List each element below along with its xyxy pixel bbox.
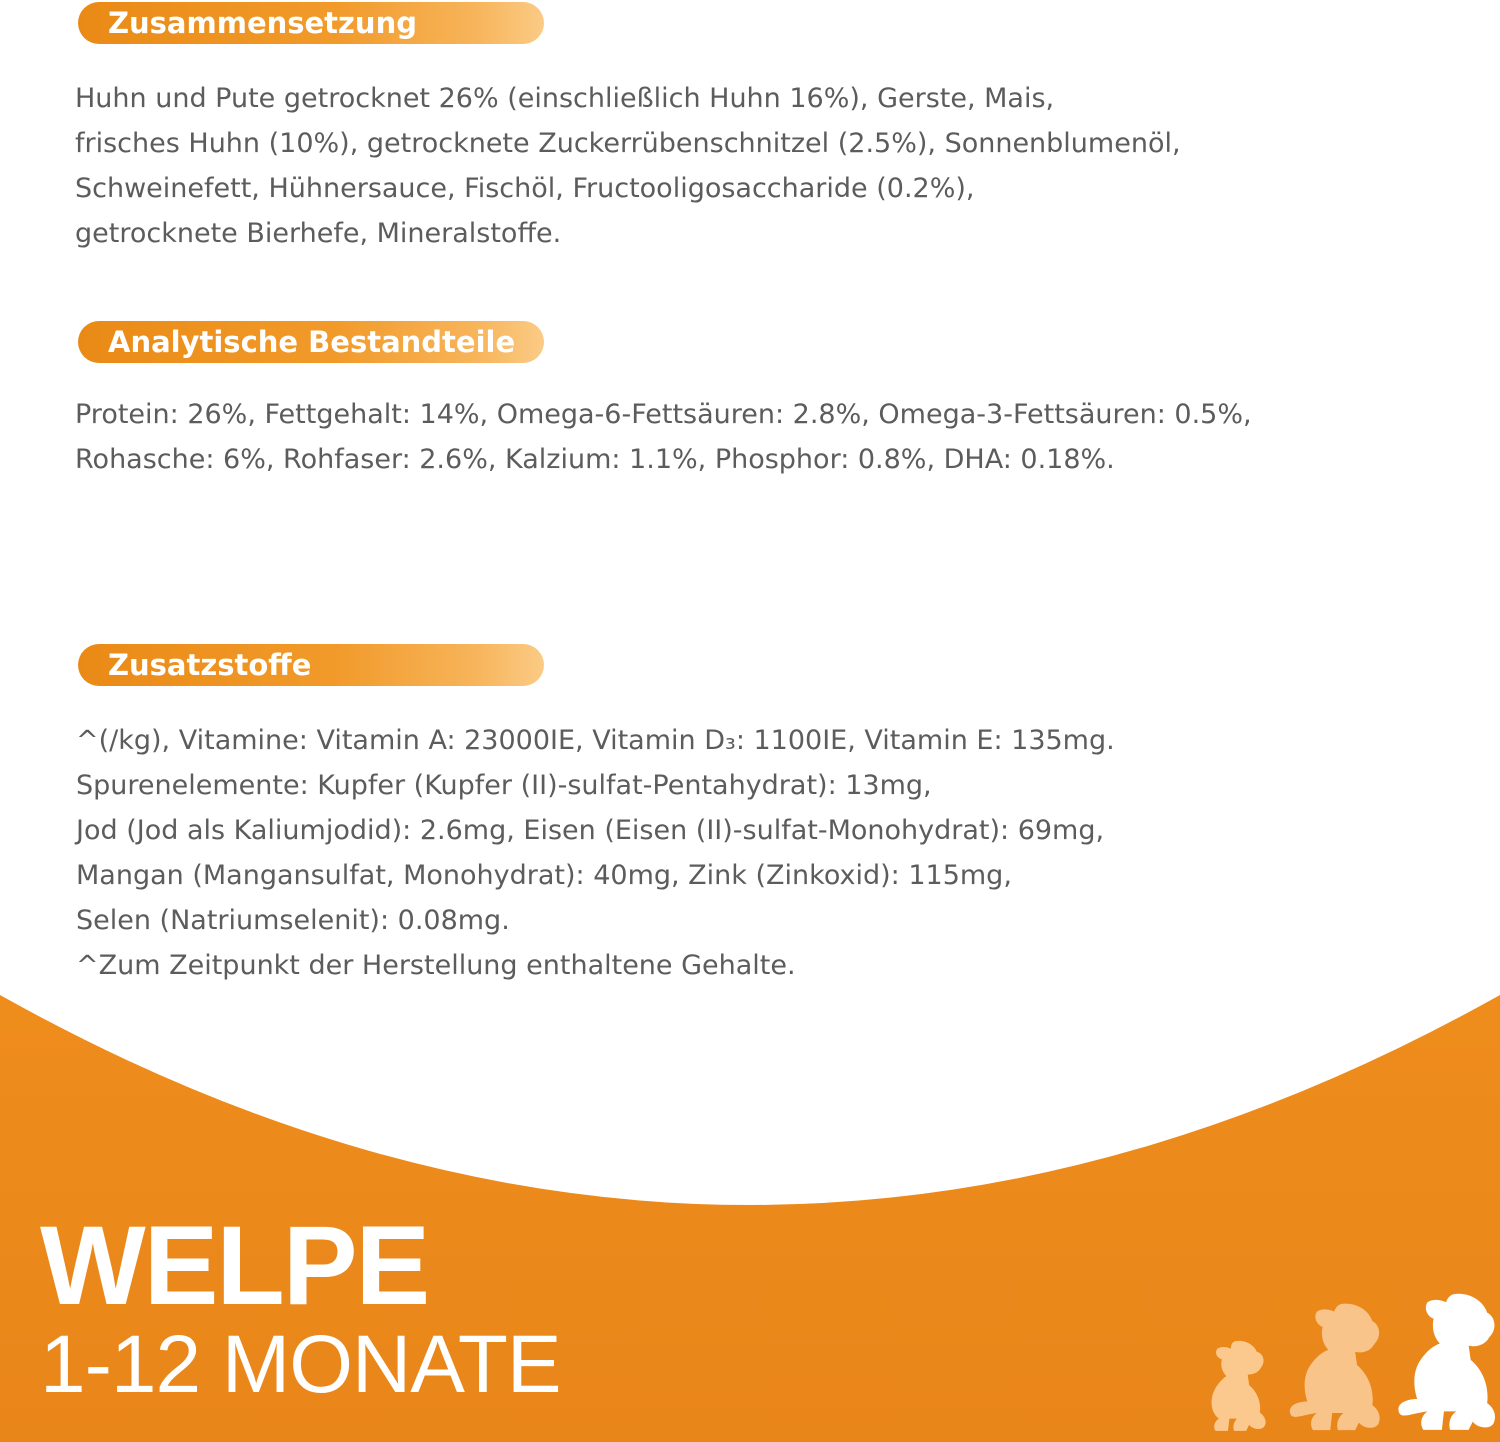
additives-text bbox=[76, 718, 1115, 988]
composition-text bbox=[75, 76, 1181, 256]
analytical-line: Rohasche: 6%, Rohfaser: 2.6%, Kalzium: 1.1%, Phosphor: 0.8%, DHA: 0.18%. bbox=[75, 444, 1115, 475]
analytical-constituents-text bbox=[75, 392, 1252, 482]
additives-line: ^Zum Zeitpunkt der Herstellung enthaltene Gehalte. bbox=[76, 950, 796, 981]
composition-line: Huhn und Pute getrocknet 26% (einschließlich Huhn 16%), Gerste, Mais, bbox=[75, 83, 1055, 114]
additives-line: ^(/kg), Vitamine: Vitamin A: 23000IE, Vitamin D₃: 1100IE, Vitamin E: 135mg. bbox=[76, 725, 1115, 756]
age-group-title: WELPE bbox=[40, 1203, 429, 1328]
additives-line: Spurenelemente: Kupfer (Kupfer (II)-sulfat-Pentahydrat): 13mg, bbox=[76, 770, 932, 801]
section-heading-zusatzstoffe: Zusatzstoffe bbox=[78, 644, 544, 686]
additives-line: Jod (Jod als Kaliumjodid): 2.6mg, Eisen (Eisen (II)-sulfat-Monohydrat): 69mg, bbox=[76, 815, 1105, 846]
large-puppy-icon bbox=[1394, 1292, 1498, 1434]
composition-line: getrocknete Bierhefe, Mineralstoffe. bbox=[75, 218, 562, 249]
additives-line: Selen (Natriumselenit): 0.08mg. bbox=[76, 905, 510, 936]
composition-line: Schweinefett, Hühnersauce, Fischöl, Fructooligosaccharide (0.2%), bbox=[75, 173, 975, 204]
small-puppy-icon bbox=[1196, 1338, 1272, 1434]
composition-line: frisches Huhn (10%), getrocknete Zuckerrübenschnitzel (2.5%), Sonnenblumenöl, bbox=[75, 128, 1181, 159]
analytical-line: Protein: 26%, Fettgehalt: 14%, Omega-6-Fettsäuren: 2.8%, Omega-3-Fettsäuren: 0.5%, bbox=[75, 399, 1252, 430]
section-heading-zusammensetzung: Zusammensetzung bbox=[78, 2, 544, 44]
section-heading-analytische-bestandteile: Analytische Bestandteile bbox=[78, 321, 544, 363]
medium-puppy-icon bbox=[1288, 1302, 1384, 1434]
age-range-subtitle: 1-12 MONATE bbox=[40, 1319, 561, 1410]
additives-line: Mangan (Mangansulfat, Monohydrat): 40mg, Zink (Zinkoxid): 115mg, bbox=[76, 860, 1012, 891]
